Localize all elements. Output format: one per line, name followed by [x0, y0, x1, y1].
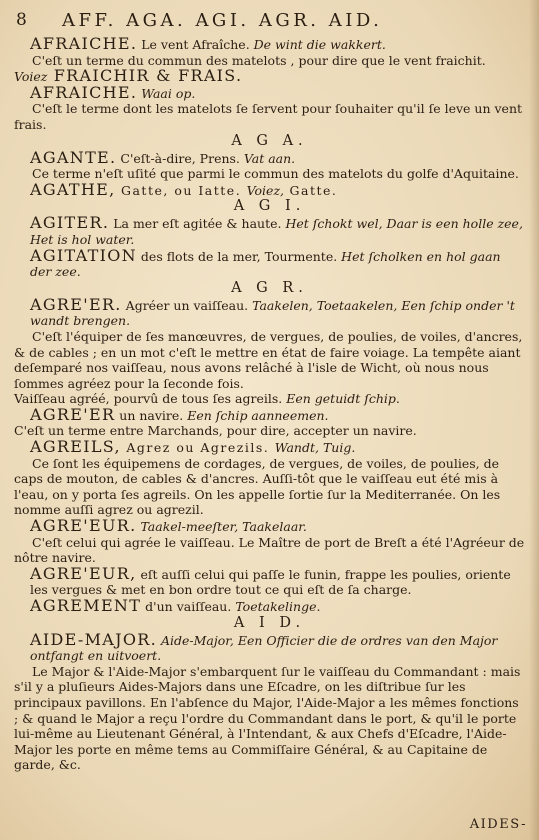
entry-afraiche-2: AFRAICHE. Waai op. — [30, 82, 196, 102]
page-content — [14, 36, 525, 773]
entry-afraiche-definition: C'eſt un terme du commun des matelots , pour dire que le vent fraichit. — [32, 52, 486, 68]
section-heading-aga: A G A. — [231, 132, 308, 149]
entry-voiez-fraichir: Voiez FRAICHIR & FRAIS. — [14, 66, 243, 86]
entry-agreeur-definition: C'eſt celui qui agrée le vaiſſeau. Le Maître de port de Breſt a été l'Agréeur de nôtre navire. — [14, 534, 525, 566]
entry-aide-major-definition: Le Major & l'Aide-Major s'embarquent ſur le vaiſſeau du Commandant : mais s'il y a pluſieurs Aides-Majors dans une Eſcadre, on les diſtribue ſur les principaux pavillons. En l'abſence du Major, l'Aide-Major a les mêmes fonctions ; & quand le Major a reçu l'ordre du Commandant dans le port, & qu'il le porte lui-même au Lieutenant Général, à l'Intendant, & aux Chefs d'Eſcadre, l'Aide-Major les porte en même tems au Commiſſaire Général, & au Capitaine de garde, &c. — [14, 663, 521, 773]
entry-agrement: AGREMENT d'un vaiſſeau. Toetakelinge. — [30, 596, 321, 615]
section-heading-aid: A I D. — [233, 614, 306, 631]
page-header — [14, 10, 525, 36]
page-number: 8 — [16, 10, 27, 30]
entry-agreer-definition: C'eſt l'équiper de ſes manœuvres, de vergues, de poulies, de voiles, d'ancres, & de cables ; en un mot c'eſt le mettre en état de faire voiage. La tempête aiant deſemparé nos vaiſſeau, nous avons relâché à l'isle de Wicht, où nous nous ſommes agréez pour la ſeconde fois. — [14, 328, 523, 391]
page-edge-shadow — [529, 0, 539, 840]
entry-agreils-definition: Ce ſont les équipemens de cordages, de vergues, de voiles, de poulies, de caps de mouton, de cables & d'ancres. Auſſi-tôt que le vaiſſeau eut été mis à l'eau, on y porta ſes agreils. On les appelle ſortie ſur la Mediterranée. On les nomme auſſi agrez ou agrezil. — [14, 455, 501, 518]
entry-agreeur: AGRE'EUR. Taakel-meeſter, Taakelaar. — [30, 516, 307, 536]
entry-vaisseau-agree: Vaiſſeau agréé, pourvû de tous ſes agreils. Een getuidt ſchip. — [14, 391, 400, 407]
section-heading-agr: A G R. — [231, 279, 308, 296]
entry-agreer: AGRE'ER. Agréer un vaiſſeau. Taakelen, Toetaakelen, Een ſchip onder 't wandt brengen. — [30, 294, 515, 329]
entry-agitation: AGITATION des flots de la mer, Tourmente. Het ſcholken en hol gaan der zee. — [30, 245, 501, 280]
entry-agante: AGANTE. C'eſt-à-dire, Prens. Vat aan. — [30, 147, 296, 167]
entry-afraiche-2-definition: C'eſt le terme dont les matelots ſe ſervent pour ſouhaiter qu'il ſe leve un vent frais. — [14, 101, 523, 132]
entry-afraiche: AFRAICHE. Le vent Afraîche. De wint die wakkert. — [30, 34, 386, 53]
entry-agreils: AGREILS, Agrez ou Agrezils. Wandt, Tuig. — [30, 437, 356, 457]
section-heading-agi: A G I. — [233, 198, 306, 215]
entry-agiter: AGITER. La mer eſt agitée & haute. Het ſchokt wel, Daar is een holle zee, Het is hol water. — [30, 213, 523, 247]
entry-aide-major: AIDE-MAJOR. Aide-Major, Een Officier die de ordres van den Major ontfangt en uitvoert. — [30, 629, 498, 664]
entry-agathe: AGATHE, Gatte, ou Iatte. Voiez, Gatte. — [30, 179, 338, 199]
catchword: AIDES- — [469, 817, 527, 832]
entry-agreeur-2: AGRE'EUR, eſt auſſi celui qui paſſe le funin, frappe les poulies, oriente les vergues & met en bon ordre tout ce qui eſt de ſa charge. — [30, 563, 511, 598]
entry-agante-definition: Ce terme n'eſt uſité que parmi le commun des matelots du golfe d'Aquitaine. — [32, 166, 519, 182]
entry-agreer-navire-definition: C'eſt un terme entre Marchands, pour dire, accepter un navire. — [14, 423, 417, 439]
entry-agreer-navire: AGRE'ER un navire. Een ſchip aanneemen. — [30, 404, 329, 424]
running-head: AFF. AGA. AGI. AGR. AID. — [62, 10, 383, 31]
